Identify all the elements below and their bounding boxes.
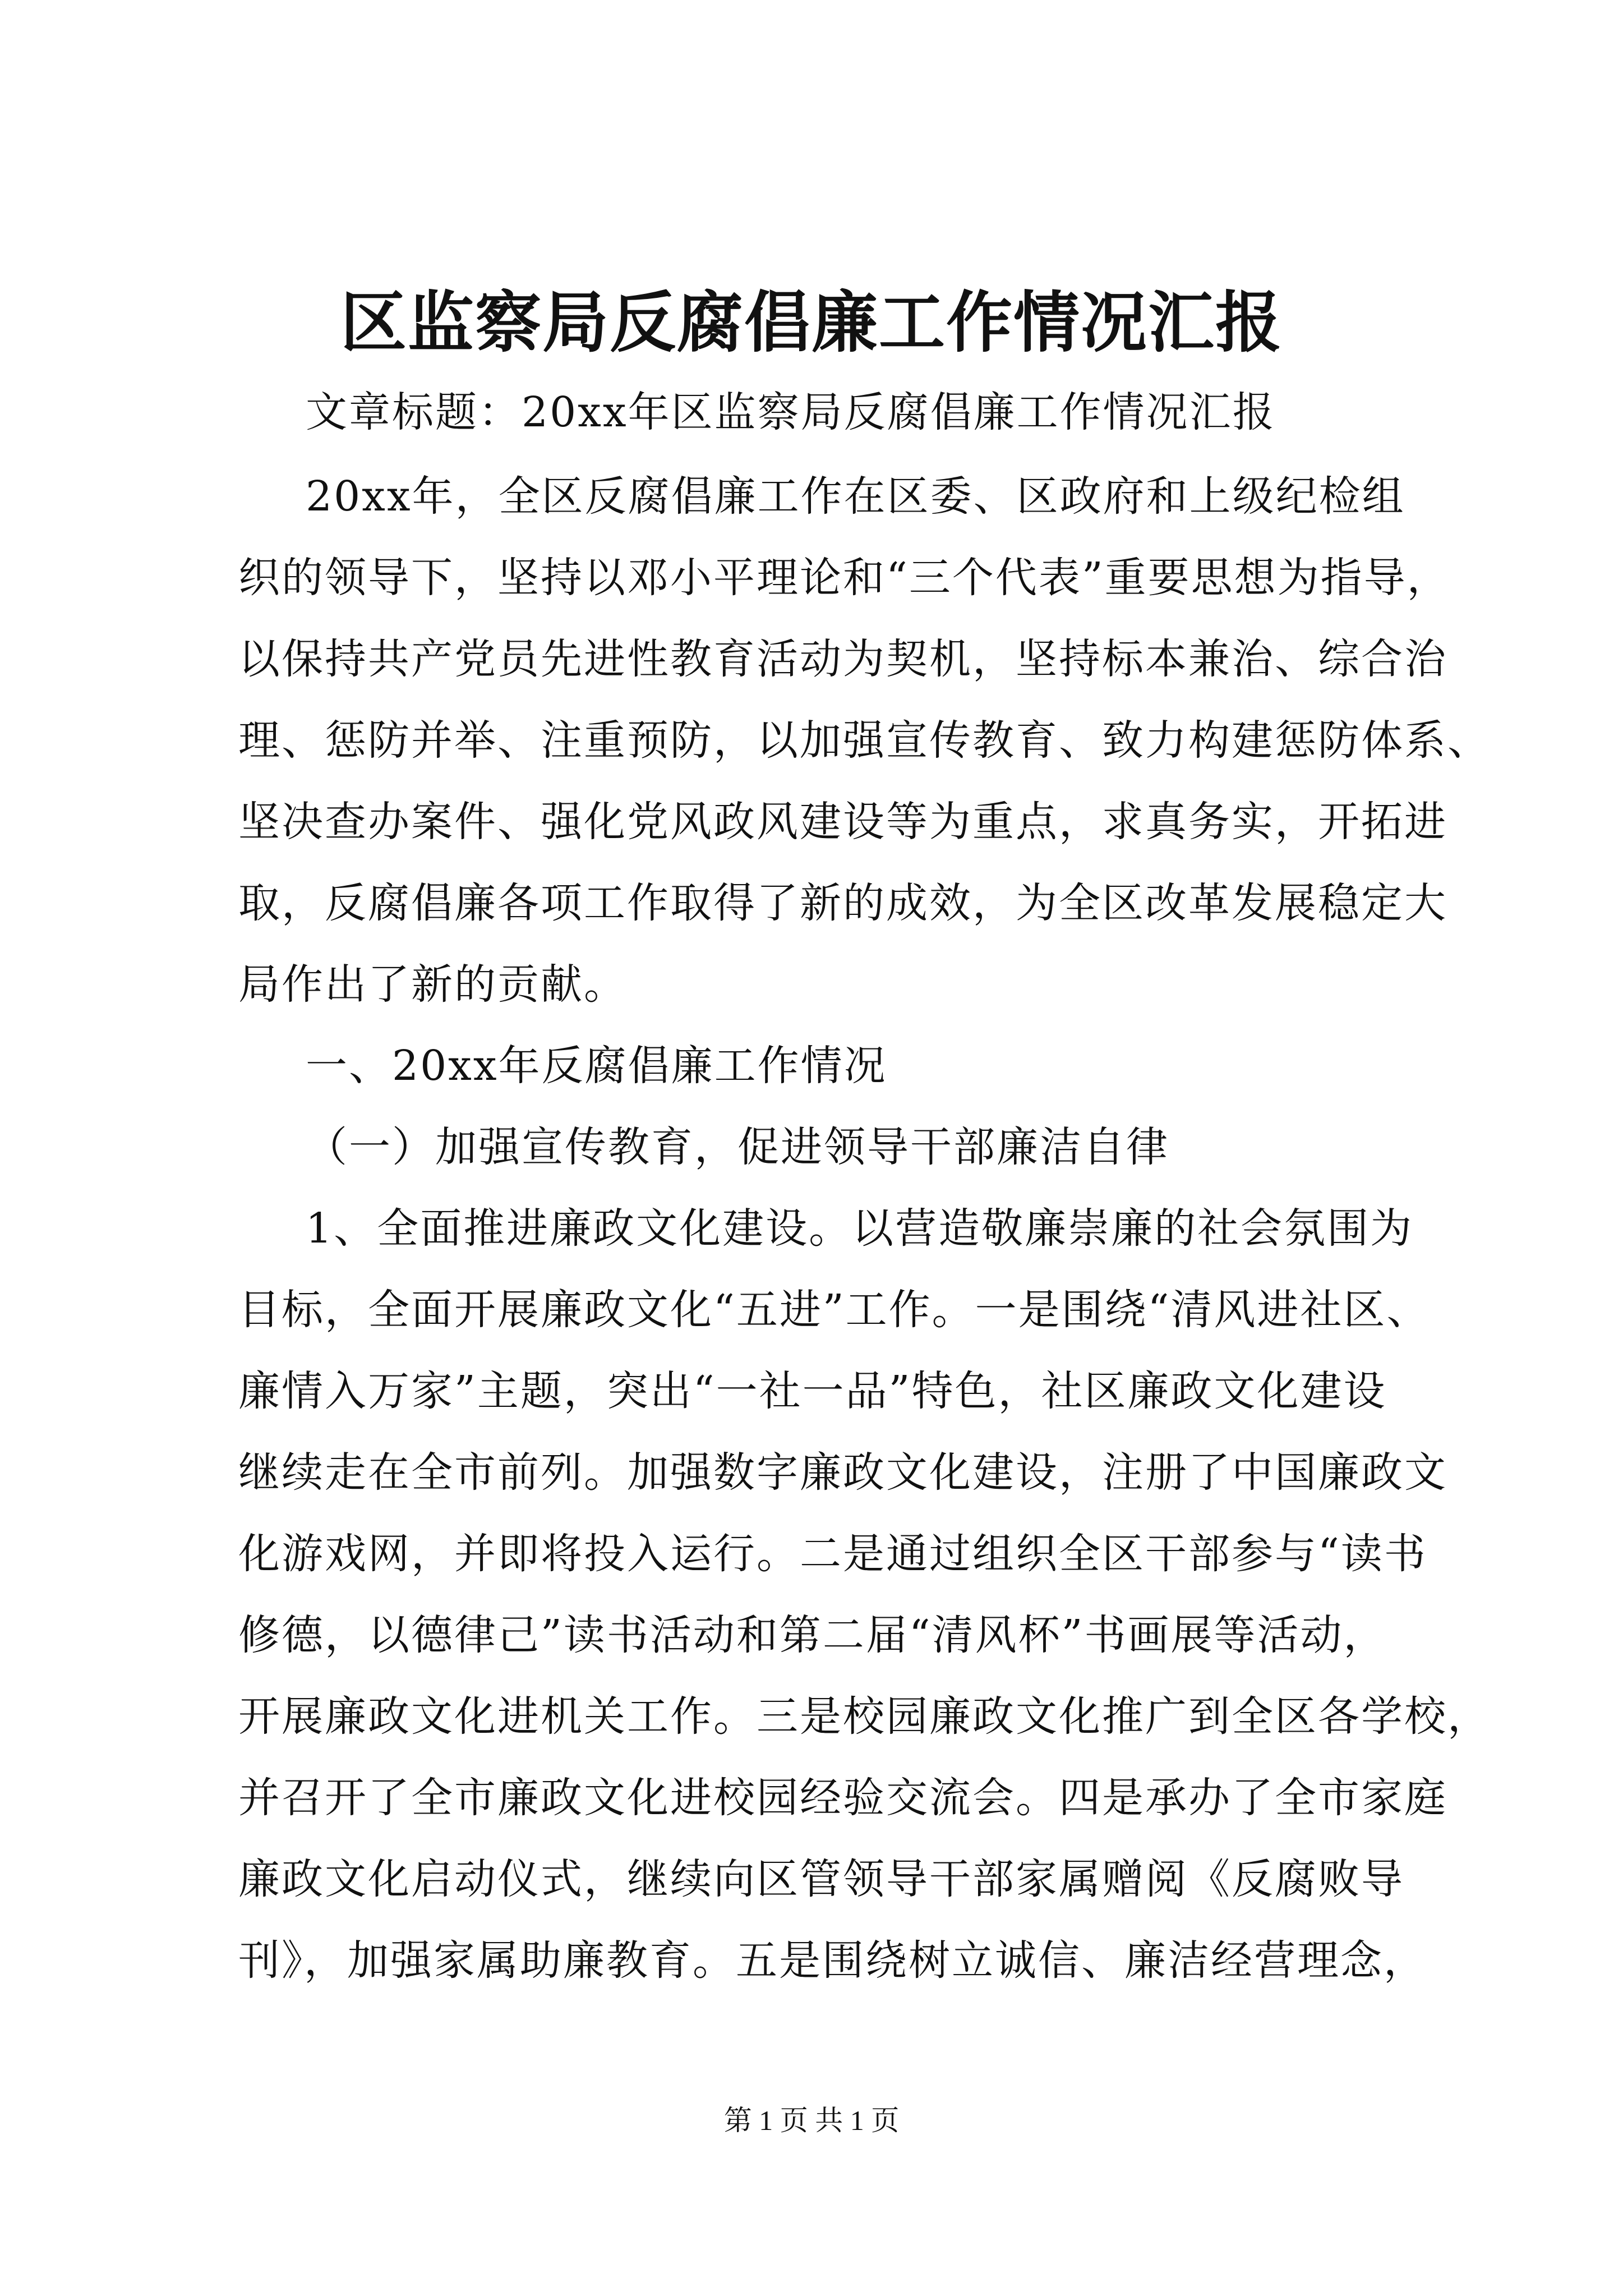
paragraph-line: 局作出了新的贡献。 <box>238 960 627 1009</box>
paragraph-line: 织的领导下，坚持以邓小平理论和“三个代表”重要思想为指导， <box>238 554 1450 602</box>
paragraph-line: 目标，全面开展廉政文化“五进”工作。一是围绕“清风进社区、 <box>238 1286 1430 1334</box>
paragraph-line: 开展廉政文化进机关工作。三是校园廉政文化推广到全区各学校， <box>238 1692 1491 1741</box>
subsection-heading: （一）加强宣传教育，促进领导干部廉洁自律 <box>306 1123 1169 1171</box>
paragraph-line: 修德，以德律己”读书活动和第二届“清风杯”书画展等活动， <box>238 1611 1387 1659</box>
paragraph-line: 继续走在全市前列。加强数字廉政文化建设，注册了中国廉政文 <box>238 1448 1447 1497</box>
paragraph-line: 1、全面推进廉政文化建设。以营造敬廉崇廉的社会氛围为 <box>306 1204 1414 1253</box>
section-heading: 一、20xx年反腐倡廉工作情况 <box>306 1042 887 1090</box>
paragraph-line: 以保持共产党员先进性教育活动为契机，坚持标本兼治、综合治 <box>238 635 1447 683</box>
paragraph-line: 化游戏网，并即将投入运行。二是通过组织全区干部参与“读书 <box>238 1530 1427 1578</box>
page-footer: 第 1 页 共 1 页 <box>723 2105 900 2136</box>
paragraph-line: 坚决查办案件、强化党风政风建设等为重点，求真务实，开拓进 <box>238 798 1447 846</box>
paragraph-line: 理、惩防并举、注重预防，以加强宣传教育、致力构建惩防体系、 <box>238 716 1491 765</box>
paragraph-line: 并召开了全市廉政文化进校园经验交流会。四是承办了全市家庭 <box>238 1774 1447 1822</box>
paragraph-line: 刊》，加强家属助廉教育。五是围绕树立诚信、廉洁经营理念， <box>238 1936 1427 1985</box>
article-title-line: 文章标题：20xx年区监察局反腐倡廉工作情况汇报 <box>306 388 1276 436</box>
paragraph-line: 20xx年，全区反腐倡廉工作在区委、区政府和上级纪检组 <box>306 472 1405 521</box>
paragraph-line: 取，反腐倡廉各项工作取得了新的成效，为全区改革发展稳定大 <box>238 879 1447 927</box>
page-title: 区监察局反腐倡廉工作情况汇报 <box>340 283 1283 361</box>
paragraph-line: 廉情入万家”主题，突出“一社一品”特色，社区廉政文化建设 <box>238 1367 1387 1415</box>
paragraph-line: 廉政文化启动仪式，继续向区管领导干部家属赠阅《反腐败导 <box>238 1855 1404 1903</box>
